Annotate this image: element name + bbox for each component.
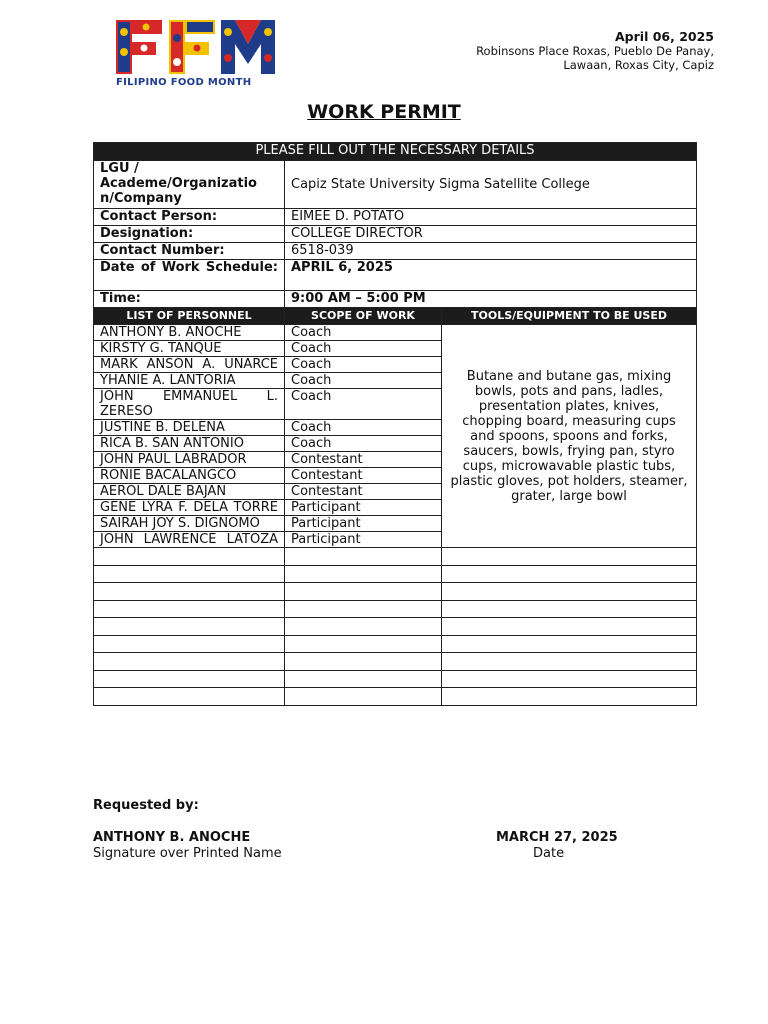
requested-by-label: Requested by:: [93, 798, 199, 813]
col-header-tools: TOOLS/EQUIPMENT TO BE USED: [442, 308, 697, 325]
schedule-label: Date of Work Schedule:: [94, 260, 285, 291]
org-label: LGU / Academe/Organizatio n/Company: [94, 161, 285, 209]
personnel-header-row: [94, 308, 697, 325]
empty-row: [94, 583, 697, 601]
form-banner: PLEASE FILL OUT THE NECESSARY DETAILS: [94, 143, 697, 161]
request-date: MARCH 27, 2025: [496, 830, 618, 845]
empty-cell: [442, 635, 697, 653]
personnel-name: ANTHONY B. ANOCHE: [94, 325, 285, 341]
empty-cell: [94, 600, 285, 618]
personnel-scope: Contestant: [285, 484, 442, 500]
work-permit-form: [93, 142, 697, 706]
empty-cell: [442, 670, 697, 688]
empty-cell: [442, 688, 697, 706]
personnel-scope: Contestant: [285, 468, 442, 484]
col-header-scope: SCOPE OF WORK: [285, 308, 442, 325]
empty-cell: [94, 635, 285, 653]
designation-value: COLLEGE DIRECTOR: [285, 226, 697, 243]
contact-number-row: [94, 243, 697, 260]
contact-number-label: Contact Number:: [94, 243, 285, 260]
designation-row: [94, 226, 697, 243]
personnel-scope: Coach: [285, 325, 442, 341]
personnel-scope: Coach: [285, 436, 442, 452]
empty-cell: [94, 670, 285, 688]
empty-cell: [442, 600, 697, 618]
logo-letter-f1: [114, 18, 163, 76]
empty-row: [94, 548, 697, 566]
personnel-scope: Coach: [285, 341, 442, 357]
schedule-value: APRIL 6, 2025: [285, 260, 697, 291]
personnel-scope: Participant: [285, 532, 442, 548]
date-caption: Date: [533, 846, 565, 861]
contact-label: Contact Person:: [94, 209, 285, 226]
personnel-name: JOHN LAWRENCE LATOZA: [94, 532, 285, 548]
empty-cell: [285, 583, 442, 601]
time-label: Time:: [94, 291, 285, 308]
requester-name: ANTHONY B. ANOCHE: [93, 830, 251, 845]
header-address-line2: Lawaan, Roxas City, Capiz: [563, 58, 714, 72]
logo-letters: [114, 18, 276, 76]
empty-cell: [94, 688, 285, 706]
contact-value: EIMEE D. POTATO: [285, 209, 697, 226]
empty-cell: [442, 618, 697, 636]
personnel-name: YHANIE A. LANTORIA: [94, 373, 285, 389]
personnel-scope: Participant: [285, 516, 442, 532]
personnel-scope: Coach: [285, 389, 442, 420]
empty-cell: [94, 653, 285, 671]
header-date: April 06, 2025: [615, 29, 714, 44]
empty-cell: [442, 583, 697, 601]
empty-row: [94, 670, 697, 688]
empty-cell: [285, 653, 442, 671]
empty-cell: [94, 548, 285, 566]
contact-row: [94, 209, 697, 226]
empty-cell: [285, 688, 442, 706]
empty-row: [94, 653, 697, 671]
logo-letter-f2: [167, 18, 216, 76]
tools-equipment-list: Butane and butane gas, mixing bowls, pots and pans, ladles, presentation plates, knives, chopping board, measuring cups and spoons, spoons and forks, saucers, bowls, frying pan, styro cups, microwavable plastic tubs, plastic gloves, pot holders, steamer, grater, large bowl: [442, 325, 697, 548]
empty-cell: [285, 618, 442, 636]
header-address-line1: Robinsons Place Roxas, Pueblo De Panay,: [476, 44, 714, 58]
personnel-name: KIRSTY G. TANQUE: [94, 341, 285, 357]
personnel-name: GENE LYRA F. DELA TORRE: [94, 500, 285, 516]
empty-row: [94, 688, 697, 706]
personnel-name: MARK ANSON A. UNARCE: [94, 357, 285, 373]
personnel-name: JUSTINE B. DELENA: [94, 420, 285, 436]
empty-cell: [285, 600, 442, 618]
personnel-row: [94, 325, 697, 341]
org-value: Capiz State University Sigma Satellite College: [285, 161, 697, 209]
personnel-name: RONIE BACALANGCO: [94, 468, 285, 484]
personnel-name: RICA B. SAN ANTONIO: [94, 436, 285, 452]
col-header-personnel: LIST OF PERSONNEL: [94, 308, 285, 325]
personnel-name: JOHN EMMANUEL L. ZERESO: [94, 389, 285, 420]
personnel-scope: Coach: [285, 357, 442, 373]
personnel-scope: Contestant: [285, 452, 442, 468]
empty-cell: [285, 635, 442, 653]
personnel-scope: Coach: [285, 373, 442, 389]
org-row: [94, 161, 697, 209]
personnel-name: JOHN PAUL LABRADOR: [94, 452, 285, 468]
empty-cell: [285, 548, 442, 566]
personnel-scope: Coach: [285, 420, 442, 436]
time-value: 9:00 AM – 5:00 PM: [285, 291, 697, 308]
personnel-scope: Participant: [285, 500, 442, 516]
ffm-logo: [114, 18, 276, 90]
empty-cell: [285, 670, 442, 688]
contact-number-value: 6518-039: [285, 243, 697, 260]
personnel-name: AEROL DALE BAJAN: [94, 484, 285, 500]
designation-label: Designation:: [94, 226, 285, 243]
empty-cell: [442, 548, 697, 566]
empty-row: [94, 565, 697, 583]
empty-cell: [94, 618, 285, 636]
empty-row: [94, 600, 697, 618]
empty-row: [94, 635, 697, 653]
empty-row: [94, 618, 697, 636]
page-title: WORK PERMIT: [307, 101, 461, 123]
time-row: [94, 291, 697, 308]
form-banner-row: [94, 143, 697, 161]
schedule-row: [94, 260, 697, 291]
empty-cell: [285, 565, 442, 583]
empty-cell: [442, 565, 697, 583]
empty-cell: [442, 653, 697, 671]
personnel-name: SAIRAH JOY S. DIGNOMO: [94, 516, 285, 532]
signature-caption: Signature over Printed Name: [93, 846, 282, 861]
empty-cell: [94, 583, 285, 601]
logo-caption: FILIPINO FOOD MONTH: [116, 77, 252, 88]
header-info: [476, 30, 714, 72]
logo-letter-m: [219, 18, 276, 76]
empty-cell: [94, 565, 285, 583]
